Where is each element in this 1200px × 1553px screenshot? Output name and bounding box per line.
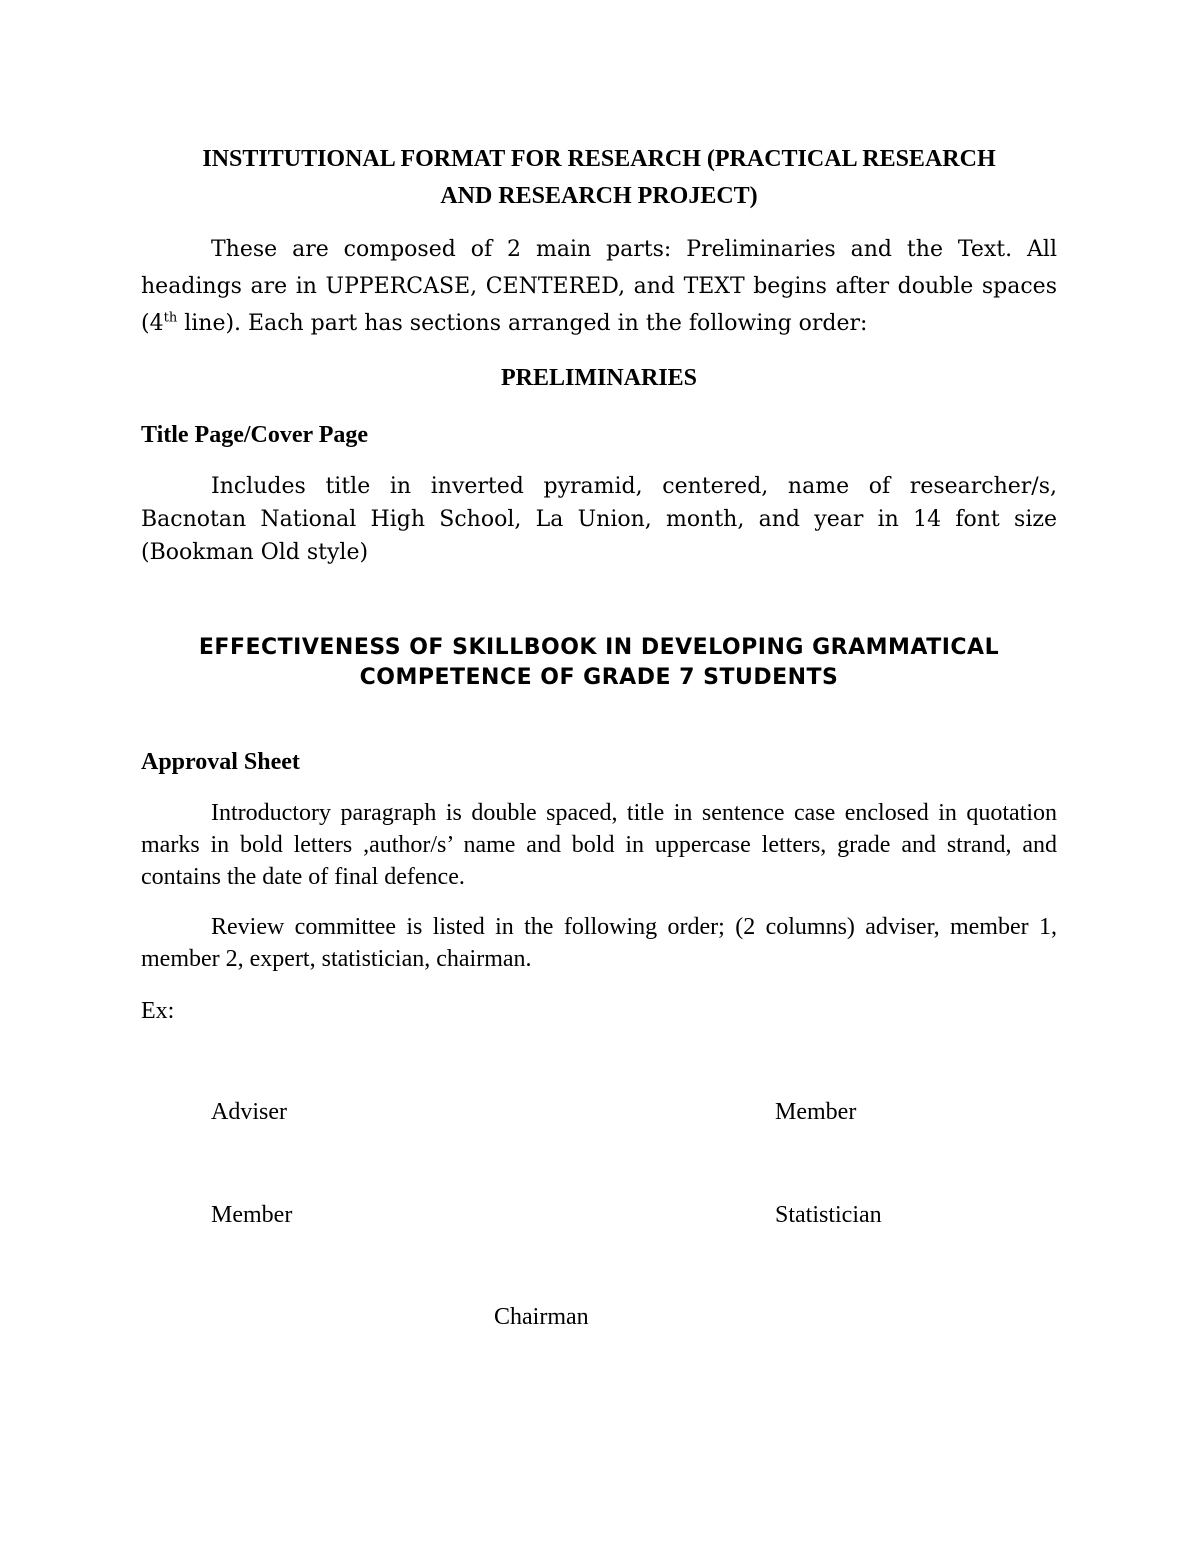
intro-text-part-1: These are composed of 2 main parts: Preliminaries and the Text. All headings are in UPPERCASE, CENTERED, and TEXT begins after double spaces (4 — [141, 237, 1057, 336]
document-title-line-2: AND RESEARCH PROJECT) — [440, 183, 758, 209]
signatory-member-2: Member — [211, 1202, 293, 1228]
title-page-paragraph: Includes title in inverted pyramid, centered, name of researcher/s, Bacnotan National High School, La Union, month, and year in 14 font size (Bookman Old style) — [141, 474, 1057, 565]
example-title-line-2: COMPETENCE OF GRADE 7 STUDENTS — [359, 665, 839, 690]
approval-sheet-heading: Approval Sheet — [141, 749, 300, 775]
intro-text-part-2: line). Each part has sections arranged in the following order: — [177, 311, 868, 336]
signatory-chairman: Chairman — [494, 1304, 589, 1330]
signatory-adviser: Adviser — [211, 1099, 287, 1125]
title-page-heading: Title Page/Cover Page — [141, 422, 369, 448]
intro-paragraph — [141, 231, 1057, 342]
example-research-title — [141, 633, 1057, 693]
document-title — [141, 141, 1057, 215]
review-committee-paragraph: Review committee is listed in the following order; (2 columns) adviser, member 1, member 2, expert, statistician, chairman. — [141, 914, 1057, 972]
intro-superscript: th — [163, 310, 178, 326]
document-page — [141, 0, 1057, 1553]
example-label: Ex: — [141, 998, 175, 1024]
approval-sheet-paragraph: Introductory paragraph is double spaced, title in sentence case enclosed in quotation marks in bold letters ,author/s’ name and bold in uppercase letters, grade and strand, and contains the date of final defence. — [141, 800, 1057, 890]
preliminaries-heading: PRELIMINARIES — [500, 365, 698, 391]
signatory-statistician: Statistician — [775, 1202, 882, 1228]
document-title-line-1: INSTITUTIONAL FORMAT FOR RESEARCH (PRACTICAL RESEARCH — [202, 146, 996, 172]
signatory-member-1: Member — [775, 1099, 857, 1125]
example-title-line-1: EFFECTIVENESS OF SKILLBOOK IN DEVELOPING GRAMMATICAL — [198, 635, 1000, 660]
